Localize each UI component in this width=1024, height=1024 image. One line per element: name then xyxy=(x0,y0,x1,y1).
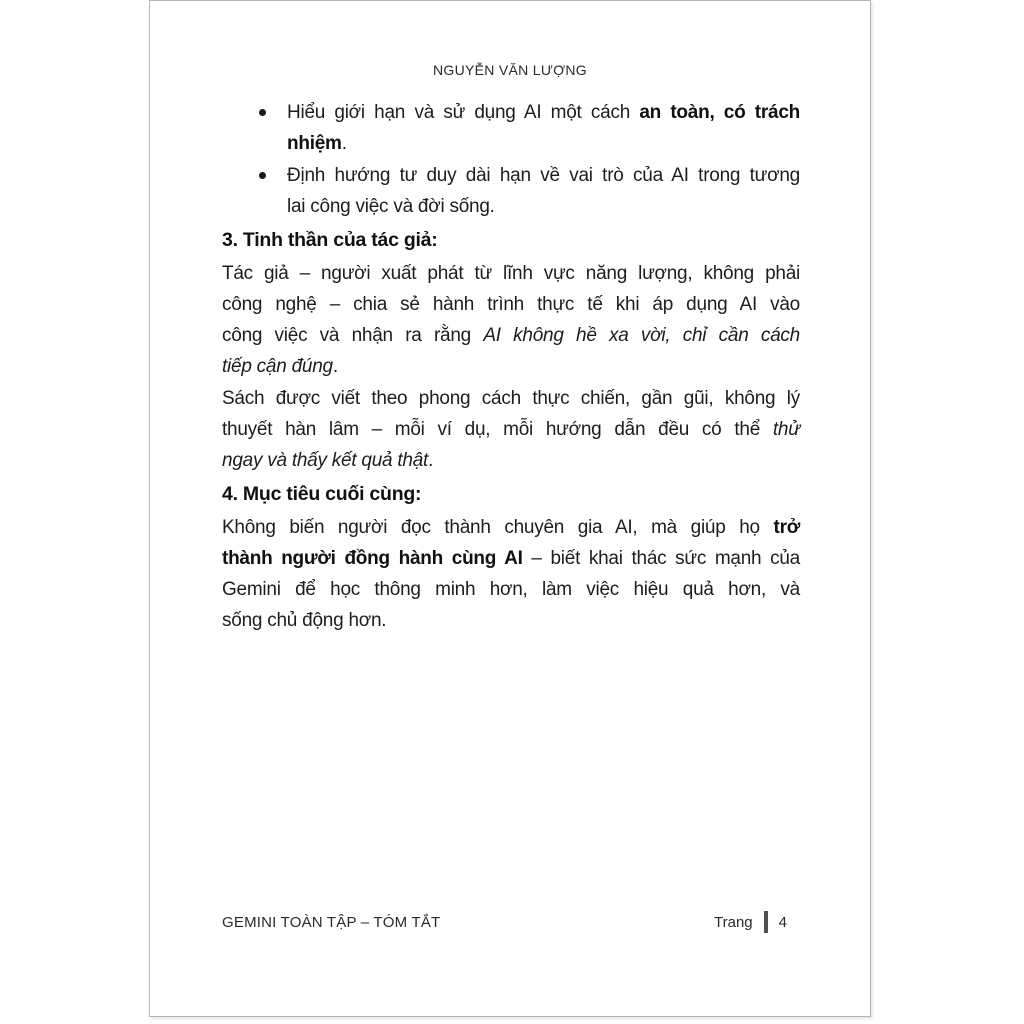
text-line: Không biến người đọc thành chuyên gia AI, mà giúp họ trở xyxy=(222,517,800,538)
book-page xyxy=(149,0,871,1017)
bullet-item xyxy=(222,97,800,159)
text-line: 4. Mục tiêu cuối cùng: xyxy=(222,483,422,505)
text-line: 3. Tinh thần của tác giả: xyxy=(222,229,438,251)
page-header-author: NGUYỄN VĂN LƯỢNG xyxy=(432,62,587,78)
text-line: Sách được viết theo phong cách thực chiến, gần gũi, không lý xyxy=(222,388,800,409)
bullet-item xyxy=(222,160,800,222)
text-line: ngay và thấy kết quả thật. xyxy=(222,450,434,471)
text-line: Hiểu giới hạn và sử dụng AI một cách an toàn, có trách xyxy=(287,102,800,123)
section-heading xyxy=(222,479,800,510)
page-body xyxy=(222,97,800,637)
footer-page-number: 4 xyxy=(778,913,787,931)
text-line: nhiệm. xyxy=(287,133,347,154)
text-line: thuyết hàn lâm – mỗi ví dụ, mỗi hướng dẫn đều có thể thử xyxy=(222,419,800,440)
page-separator-bar-icon xyxy=(764,911,768,933)
text-line: Tác giả – người xuất phát từ lĩnh vực năng lượng, không phải xyxy=(222,263,800,284)
footer-book-title: GEMINI TOÀN TẬP – TÓM TẮT xyxy=(222,913,441,931)
text-line: Định hướng tư duy dài hạn về vai trò của AI trong tương xyxy=(287,165,800,186)
page-footer xyxy=(222,908,800,936)
text-line: lai công việc và đời sống. xyxy=(287,196,495,217)
section-heading xyxy=(222,225,800,256)
text-line: thành người đồng hành cùng AI – biết khai thác sức mạnh của xyxy=(222,548,800,569)
text-line: công nghệ – chia sẻ hành trình thực tế khi áp dụng AI vào xyxy=(222,294,800,315)
bullet-dot-icon xyxy=(259,172,266,179)
bullet-dot-icon xyxy=(259,109,266,116)
paragraph xyxy=(222,258,800,382)
paragraph xyxy=(222,512,800,636)
text-line: tiếp cận đúng. xyxy=(222,356,338,377)
paragraph xyxy=(222,383,800,476)
footer-page-indicator xyxy=(714,911,787,933)
text-line: Gemini để học thông minh hơn, làm việc hiệu quả hơn, và xyxy=(222,579,800,600)
text-line: công việc và nhận ra rằng AI không hề xa vời, chỉ cần cách xyxy=(222,325,800,346)
footer-page-label: Trang xyxy=(714,913,753,931)
text-line: sống chủ động hơn. xyxy=(222,610,387,631)
